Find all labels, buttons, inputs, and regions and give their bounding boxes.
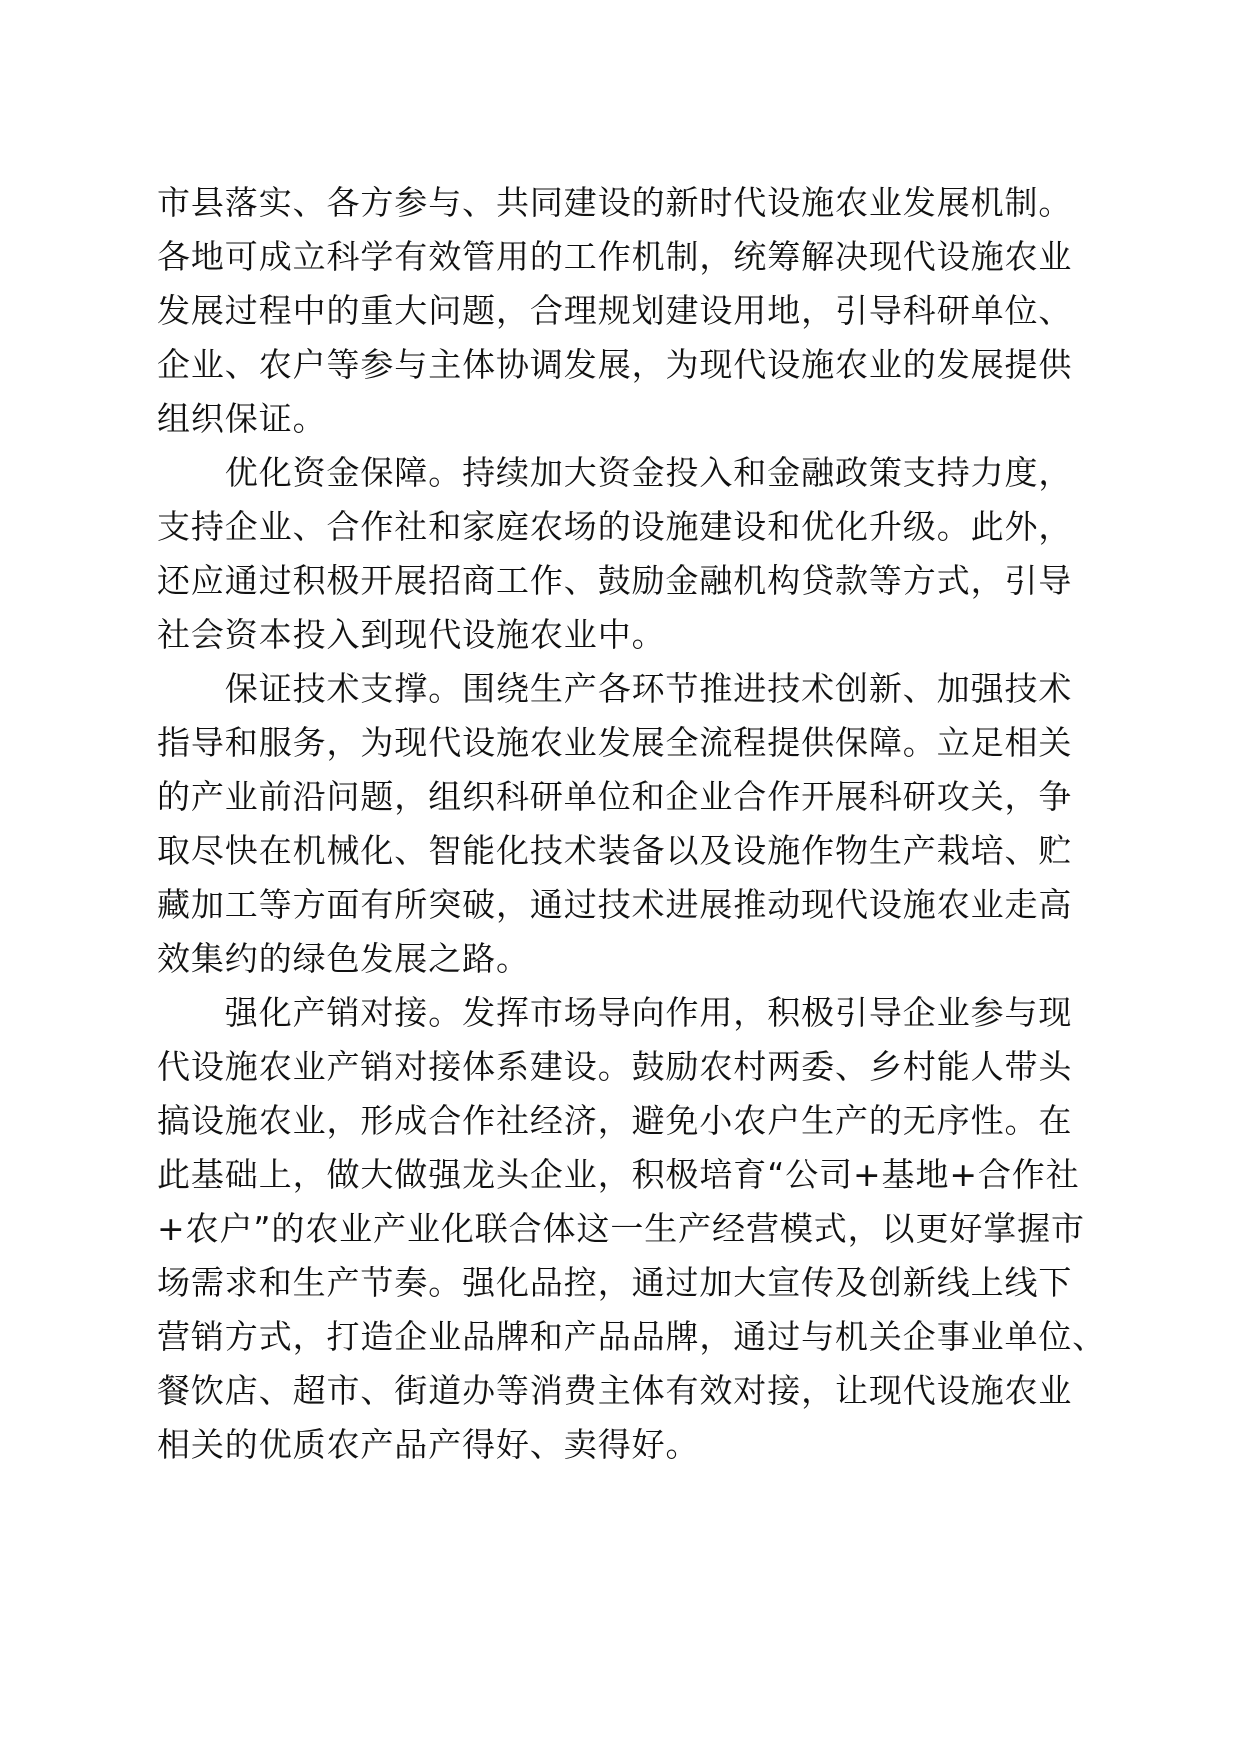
text-line: 还应通过积极开展招商工作、鼓励金融机构贷款等方式，引导	[157, 561, 1073, 600]
text-line: 组织保证。	[157, 399, 327, 438]
text-line: 搞设施农业，形成合作社经济，避免小农户生产的无序性。在	[157, 1101, 1073, 1140]
text-line: 藏加工等方面有所突破，通过技术进展推动现代设施农业走高	[157, 885, 1073, 924]
text-line: 强化产销对接。发挥市场导向作用，积极引导企业参与现	[157, 993, 1073, 1032]
paragraph-production-marketing	[157, 986, 1107, 1472]
text-line: 相关的优质农产品产得好、卖得好。	[157, 1425, 700, 1464]
text-line: 市县落实、各方参与、共同建设的新时代设施农业发展机制。	[157, 183, 1073, 222]
text-line: 取尽快在机械化、智能化技术装备以及设施作物生产栽培、贮	[157, 831, 1073, 870]
text-line: 的产业前沿问题，组织科研单位和企业合作开展科研攻关，争	[157, 777, 1073, 816]
text-line: 餐饮店、超市、街道办等消费主体有效对接，让现代设施农业	[157, 1371, 1073, 1410]
text-line: 指导和服务，为现代设施农业发展全流程提供保障。立足相关	[157, 723, 1073, 762]
text-line: 保证技术支撑。围绕生产各环节推进技术创新、加强技术	[157, 669, 1073, 708]
text-line: 企业、农户等参与主体协调发展，为现代设施农业的发展提供	[157, 345, 1073, 384]
text-line: 优化资金保障。持续加大资金投入和金融政策支持力度，	[157, 453, 1073, 492]
text-line: 营销方式，打造企业品牌和产品品牌，通过与机关企事业单位、	[157, 1317, 1107, 1356]
text-line: 代设施农业产销对接体系建设。鼓励农村两委、乡村能人带头	[157, 1047, 1073, 1086]
text-line: 场需求和生产节奏。强化品控，通过加大宣传及创新线上线下	[157, 1263, 1073, 1302]
text-line: 发展过程中的重大问题，合理规划建设用地，引导科研单位、	[157, 291, 1073, 330]
text-line: 支持企业、合作社和家庭农场的设施建设和优化升级。此外，	[157, 507, 1073, 546]
text-line: 效集约的绿色发展之路。	[157, 939, 530, 978]
document-body	[157, 176, 1107, 1472]
text-line: 社会资本投入到现代设施农业中。	[157, 615, 666, 654]
text-line: +农户”的农业产业化联合体这一生产经营模式，以更好掌握市	[157, 1209, 1085, 1248]
text-line: 此基础上，做大做强龙头企业，积极培育“公司+基地+合作社	[157, 1155, 1080, 1194]
paragraph-organization-guarantee	[157, 176, 1083, 446]
paragraph-technical-support	[157, 662, 1083, 986]
text-line: 各地可成立科学有效管用的工作机制，统筹解决现代设施农业	[157, 237, 1073, 276]
paragraph-funding-guarantee	[157, 446, 1083, 662]
